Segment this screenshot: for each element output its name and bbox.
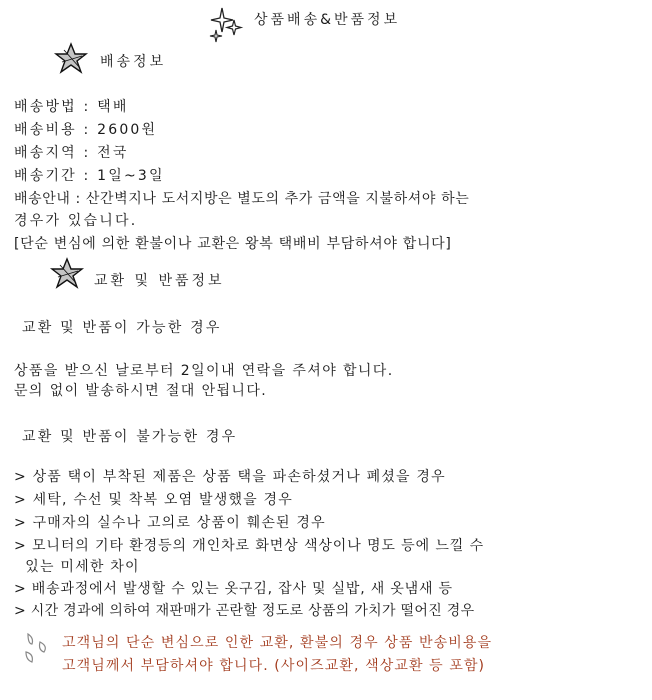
star-icon xyxy=(50,257,84,289)
shipping-guide: 배송안내 : 산간벽지나 도서지방은 별도의 추가 금액을 지불하셔야 하는 xyxy=(14,191,470,207)
impossible-item: > 세탁, 수선 및 착복 오염 발생했을 경우 xyxy=(14,492,293,508)
notice-line: 고객님의 단순 변심으로 인한 교환, 환불의 경우 상품 반송비용을 xyxy=(62,635,493,651)
shipping-method: 배송방법 : 택배 xyxy=(14,99,129,115)
impossible-item: > 구매자의 실수나 고의로 상품이 훼손된 경우 xyxy=(14,515,326,531)
star-icon xyxy=(54,42,88,74)
shipping-heading: 배송정보 xyxy=(100,54,167,70)
impossible-item: > 배송과정에서 발생할 수 있는 옷구김, 잡사 및 실밥, 새 옷냄새 등 xyxy=(14,581,453,597)
impossible-item: > 모니터의 기타 환경등의 개인차로 화면상 색상이나 명도 등에 느낄 수 xyxy=(14,538,485,554)
possible-line: 상품을 받으신 날로부터 2일이내 연락을 주셔야 합니다. xyxy=(14,363,394,379)
impossible-item: 있는 미세한 차이 xyxy=(14,559,140,575)
possible-line: 문의 없이 발송하시면 절대 안됩니다. xyxy=(14,383,268,399)
sparkle-icon xyxy=(208,4,244,44)
impossible-item: > 시간 경과에 의하여 재판매가 곤란할 정도로 상품의 가치가 떨어진 경우 xyxy=(14,603,475,619)
impossible-item: > 상품 택이 부착된 제품은 상품 택을 파손하셨거나 폐셨을 경우 xyxy=(14,469,446,485)
page-title: 상품배송&반품정보 xyxy=(254,12,401,28)
shipping-cost: 배송비용 : 2600원 xyxy=(14,122,158,138)
possible-title: 교환 및 반품이 가능한 경우 xyxy=(22,320,222,336)
shipping-area: 배송지역 : 전국 xyxy=(14,145,129,161)
shipping-period: 배송기간 : 1일~3일 xyxy=(14,168,165,184)
notice-line: 고객님께서 부담하셔야 합니다. (사이즈교환, 색상교환 등 포함) xyxy=(62,658,486,674)
shipping-guide-cont: 경우가 있습니다. xyxy=(14,213,138,229)
impossible-title: 교환 및 반품이 불가능한 경우 xyxy=(22,429,238,445)
shipping-note: [단순 변심에 의한 환불이나 교환은 왕복 택배비 부담하셔야 합니다] xyxy=(14,236,452,252)
exchange-heading: 교환 및 반품정보 xyxy=(94,273,225,289)
drops-icon xyxy=(22,630,52,666)
